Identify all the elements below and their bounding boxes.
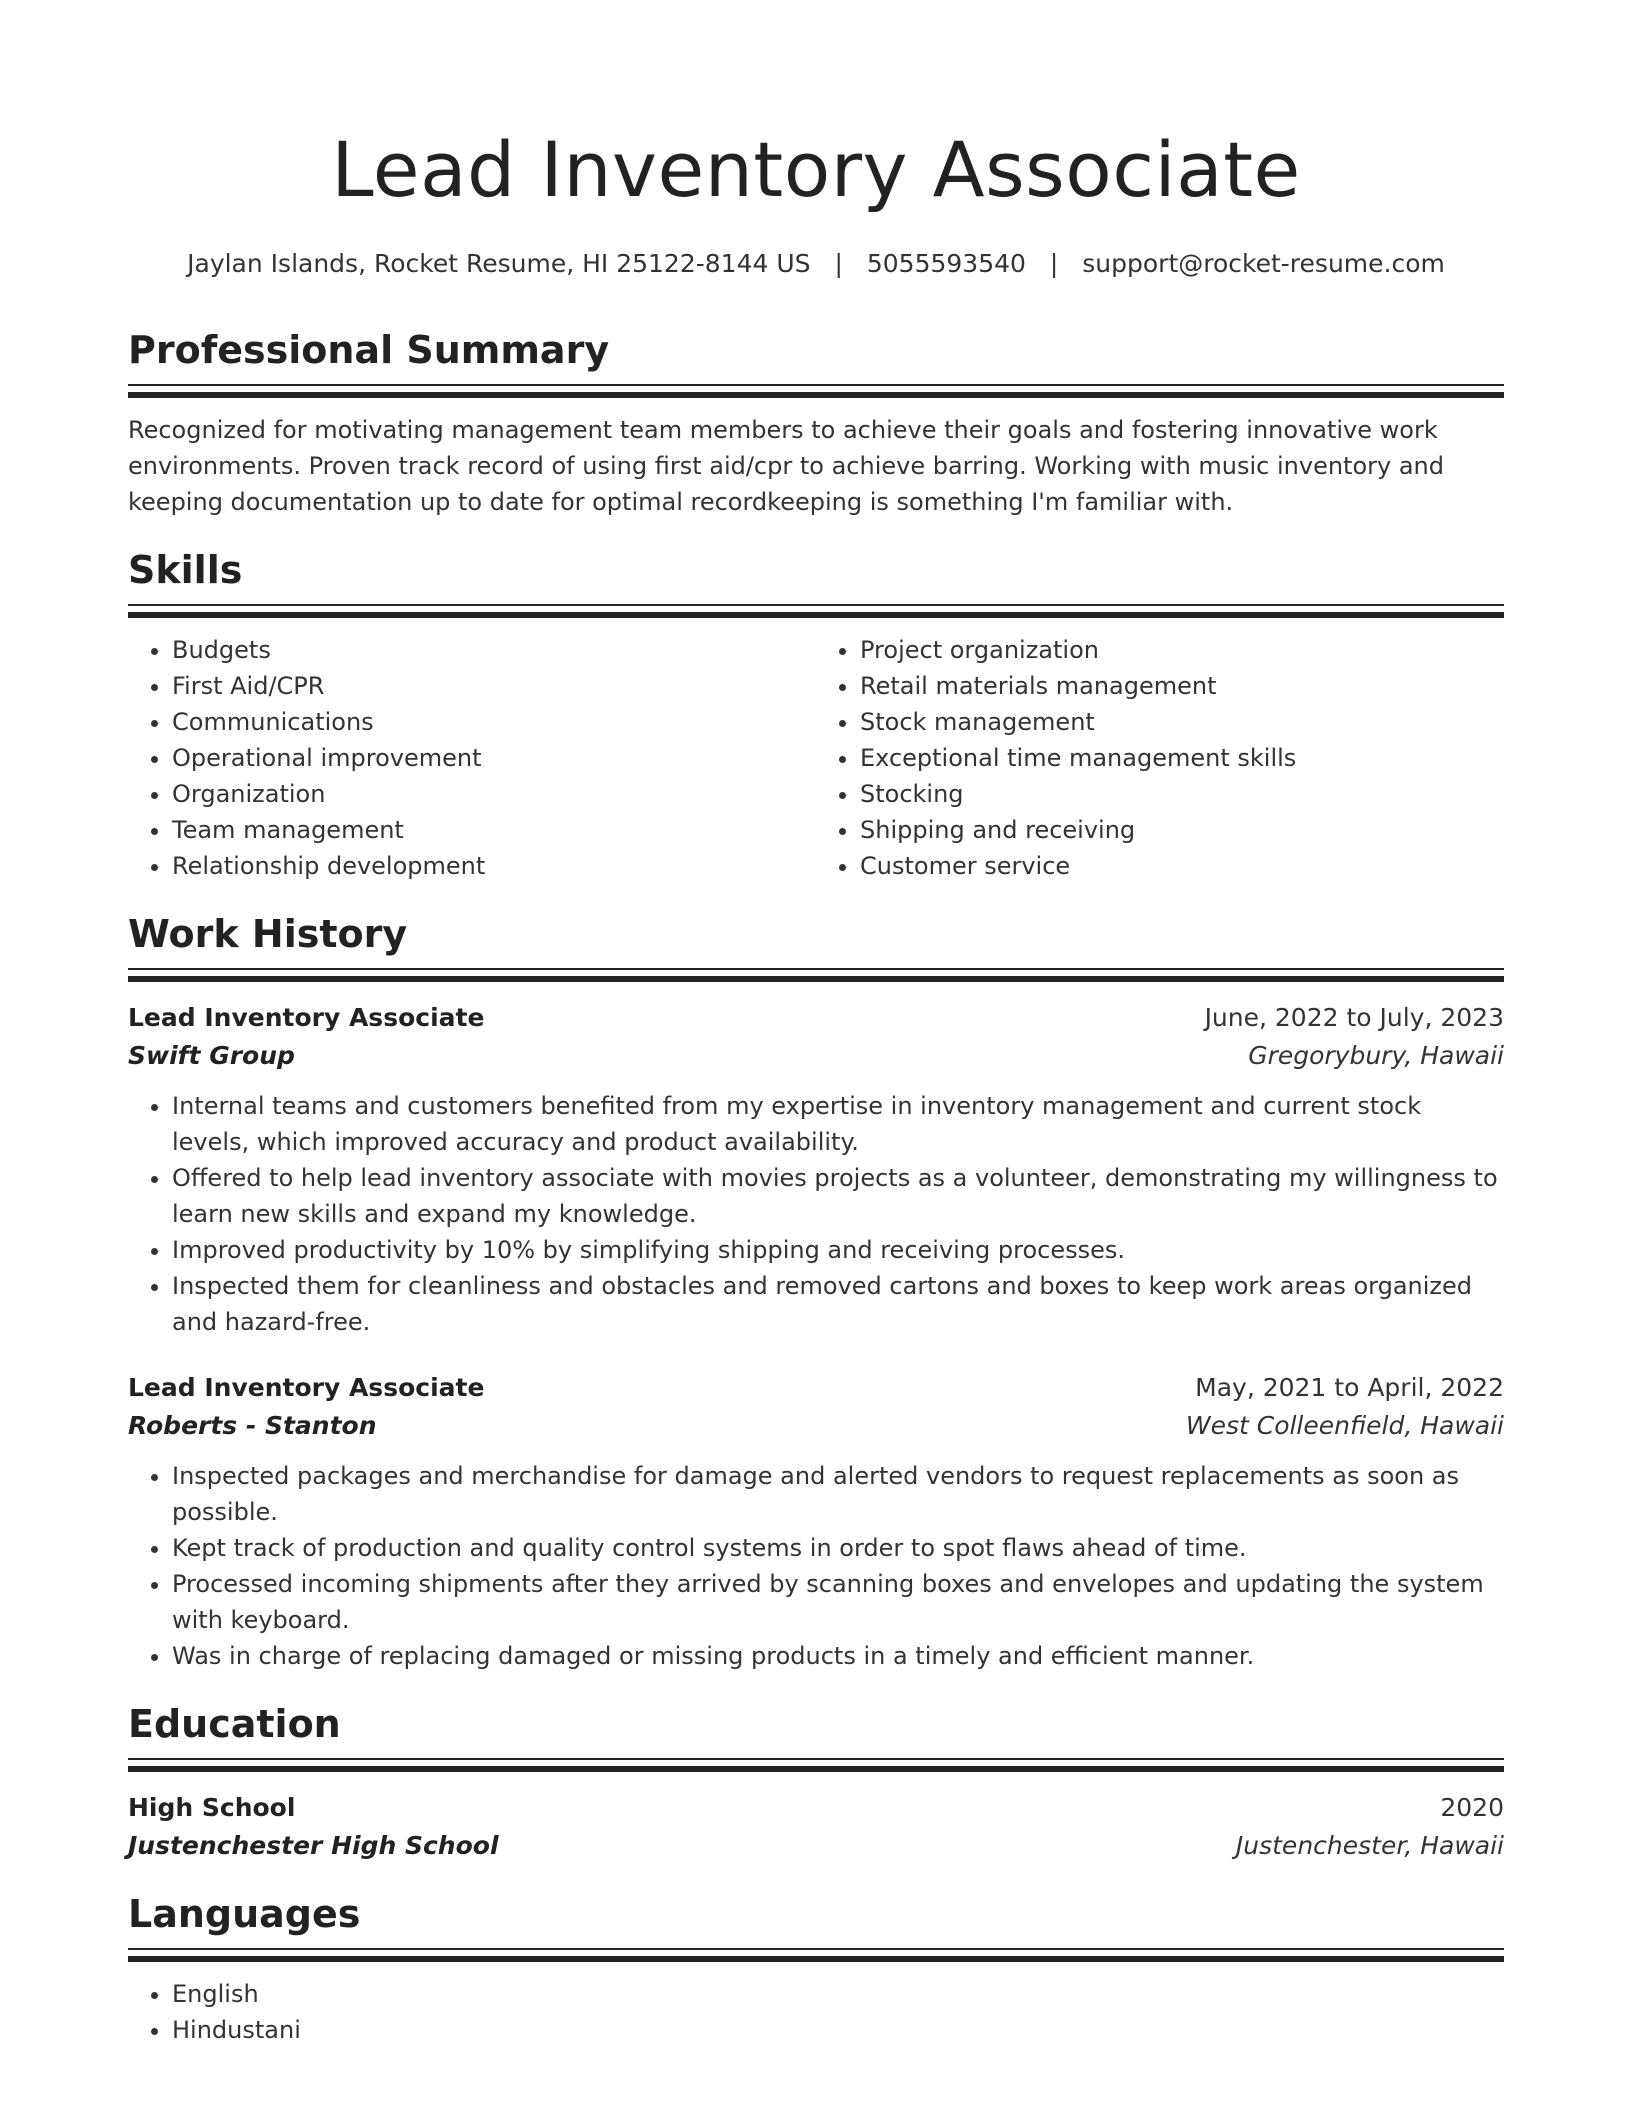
- skill-item: • Exceptional time management skills: [860, 740, 1504, 776]
- section-divider: [128, 384, 1504, 398]
- job-bullet: • Inspected packages and merchandise for damage and alerted vendors to request replacements as soon as possible.: [172, 1458, 1504, 1530]
- skills-grid: [128, 632, 1504, 884]
- contact-phone: 5055593540: [866, 249, 1026, 278]
- job-bullet: • Was in charge of replacing damaged or missing products in a timely and efficient manner.: [172, 1638, 1504, 1674]
- summary-text: Recognized for motivating management team members to achieve their goals and fostering innovative work environments. Proven track record of using first aid/cpr to achieve barring. Working with music inventory and keeping documentation up to date for optimal recordkeeping is something I'm familiar with.: [128, 416, 1445, 516]
- section-divider: [128, 968, 1504, 982]
- education-year: 2020: [1440, 1793, 1504, 1822]
- job-title: Lead Inventory Associate: [128, 1373, 485, 1402]
- summary-title: Professional Summary: [128, 328, 610, 372]
- section-divider: [128, 1948, 1504, 1962]
- job-location: West Colleenfield, Hawaii: [1185, 1411, 1504, 1440]
- contact-email: support@rocket-resume.com: [1082, 249, 1445, 278]
- skill-item: • Relationship development: [172, 848, 816, 884]
- job-location: Gregorybury, Hawaii: [1248, 1041, 1504, 1070]
- languages-title: Languages: [128, 1892, 361, 1936]
- summary-section: [128, 326, 1504, 520]
- job-company: Swift Group: [128, 1041, 295, 1070]
- job-bullet: • Processed incoming shipments after they arrived by scanning boxes and envelopes and updating the system with keyboard.: [172, 1566, 1504, 1638]
- education-location: Justenchester, Hawaii: [1235, 1831, 1504, 1860]
- contact-line: [128, 246, 1504, 282]
- section-divider: [128, 1758, 1504, 1772]
- skill-item: • Shipping and receiving: [860, 812, 1504, 848]
- skill-item: • Budgets: [172, 632, 816, 668]
- skill-item: • Customer service: [860, 848, 1504, 884]
- contact-separator: |: [1049, 249, 1059, 278]
- language-item: • English: [172, 1976, 1504, 2012]
- job-bullet: • Kept track of production and quality control systems in order to spot flaws ahead of time.: [172, 1530, 1504, 1566]
- job-bullet: • Improved productivity by 10% by simplifying shipping and receiving processes.: [172, 1232, 1504, 1268]
- languages-section: [128, 1890, 1504, 2048]
- skill-item: • Operational improvement: [172, 740, 816, 776]
- job-dates: May, 2021 to April, 2022: [1195, 1373, 1504, 1402]
- education-degree: High School: [128, 1793, 296, 1822]
- education-school: Justenchester High School: [128, 1831, 499, 1860]
- job-bullet: • Inspected them for cleanliness and obstacles and removed cartons and boxes to keep work areas organized and hazard-free.: [172, 1268, 1504, 1340]
- job-bullet: • Offered to help lead inventory associate with movies projects as a volunteer, demonstrating my willingness to learn new skills and expand my knowledge.: [172, 1160, 1504, 1232]
- candidate-name: Lead Inventory Associate: [331, 125, 1301, 214]
- skill-item: • First Aid/CPR: [172, 668, 816, 704]
- section-divider: [128, 604, 1504, 618]
- skills-right-list: [816, 632, 1504, 884]
- job-dates: June, 2022 to July, 2023: [1204, 1003, 1504, 1032]
- contact-separator: |: [834, 249, 843, 278]
- languages-list: [128, 1976, 1504, 2048]
- resume-content: [128, 0, 1504, 2048]
- education-title: Education: [128, 1702, 341, 1746]
- job-bullets: [128, 1458, 1504, 1674]
- job-entry: [128, 1370, 1504, 1674]
- job-bullet: • Internal teams and customers benefited from my expertise in inventory management and current stock levels, which improved accuracy and product availability.: [172, 1088, 1504, 1160]
- contact-address: Jaylan Islands, Rocket Resume, HI 25122-8144 US: [187, 249, 811, 278]
- skill-item: • Stocking: [860, 776, 1504, 812]
- skill-item: • Team management: [172, 812, 816, 848]
- skill-item: • Stock management: [860, 704, 1504, 740]
- skill-item: • Communications: [172, 704, 816, 740]
- job-entry: [128, 1000, 1504, 1340]
- work-title: Work History: [128, 912, 408, 956]
- skill-item: • Retail materials management: [860, 668, 1504, 704]
- education-section: [128, 1700, 1504, 1864]
- skill-item: • Project organization: [860, 632, 1504, 668]
- skills-title: Skills: [128, 548, 243, 592]
- skills-section: [128, 546, 1504, 884]
- job-bullets: [128, 1088, 1504, 1340]
- job-title: Lead Inventory Associate: [128, 1003, 485, 1032]
- job-company: Roberts - Stanton: [128, 1411, 377, 1440]
- skill-item: • Organization: [172, 776, 816, 812]
- language-item: • Hindustani: [172, 2012, 1504, 2048]
- skills-left-list: [128, 632, 816, 884]
- work-section: [128, 910, 1504, 1674]
